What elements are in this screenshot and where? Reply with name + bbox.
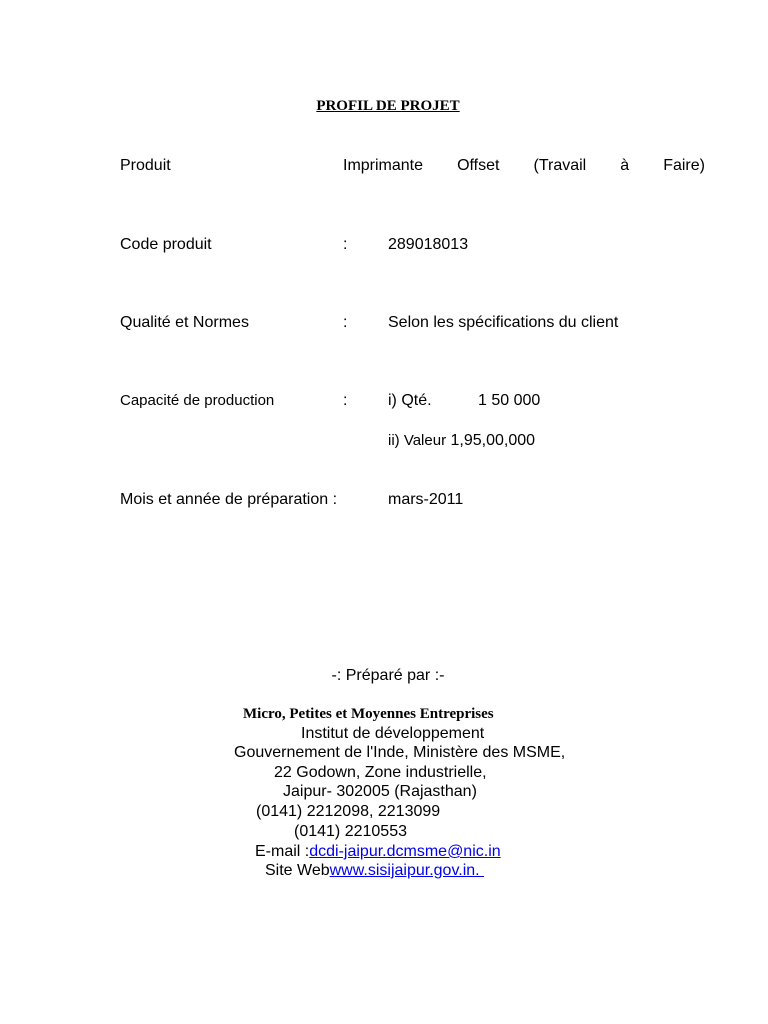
quality-value: Selon les spécifications du client: [388, 314, 619, 331]
capacity-qty-label: i) Qté.: [388, 392, 432, 409]
product-word: Imprimante: [343, 157, 424, 174]
email-row: [255, 842, 501, 861]
website-label: Site Web: [265, 862, 330, 879]
product-word: à: [620, 157, 630, 174]
org-line3: 22 Godown, Zone industrielle,: [274, 764, 487, 781]
prep-value: mars-2011: [388, 491, 464, 508]
product-label: Produit: [120, 157, 171, 174]
capacity-label: Capacité de production: [120, 392, 275, 409]
prep-label: Mois et année de préparation :: [120, 491, 338, 508]
quality-label: Qualité et Normes: [120, 314, 249, 331]
quality-colon: :: [343, 314, 348, 331]
phone-primary: (0141) 2212098, 2213099: [256, 803, 441, 820]
org-line1: Institut de développement: [301, 725, 485, 742]
org-name: Micro, Petites et Moyennes Entreprises: [243, 706, 494, 722]
product-word: Faire): [663, 157, 705, 174]
capacity-value-label: ii) Valeur: [388, 432, 447, 449]
code-value: 289018013: [388, 236, 469, 253]
phone-secondary: (0141) 2210553: [294, 823, 407, 840]
capacity-value-amount: 1,95,00,000: [450, 432, 536, 449]
email-label: E-mail :: [255, 843, 310, 860]
code-label: Code produit: [120, 236, 212, 253]
website-row: [265, 861, 484, 880]
email-link[interactable]: dcdi-jaipur.dcmsme@nic.in: [309, 843, 501, 860]
product-word: Offset: [457, 157, 500, 174]
code-colon: :: [343, 236, 348, 253]
capacity-colon: :: [343, 392, 348, 409]
org-line2: Gouvernement de l'Inde, Ministère des MSME,: [234, 744, 566, 761]
page-title: PROFIL DE PROJET: [316, 98, 460, 114]
product-word: (Travail: [533, 157, 587, 174]
website-link[interactable]: www.sisijaipur.gov.in.: [329, 862, 485, 879]
product-value: [343, 156, 705, 175]
prepared-by: -: Préparé par :-: [331, 667, 445, 684]
org-line4: Jaipur- 302005 (Rajasthan): [283, 783, 477, 800]
capacity-qty-value: 1 50 000: [478, 392, 541, 409]
capacity-value-row: [388, 431, 535, 450]
